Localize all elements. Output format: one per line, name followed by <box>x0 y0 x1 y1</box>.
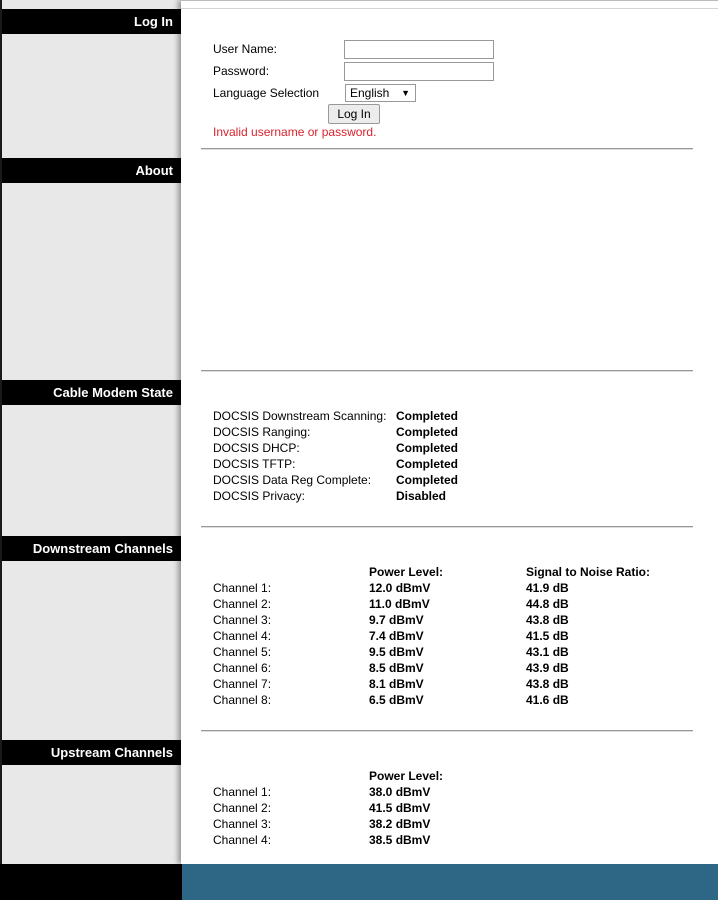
footer-blue-bar <box>182 864 718 900</box>
channel-name: Channel 2: <box>213 597 272 611</box>
divider <box>201 370 693 372</box>
state-label: DOCSIS Data Reg Complete: <box>213 473 372 487</box>
channel-power: 38.0 dBmV <box>369 785 431 799</box>
channel-snr: 41.6 dB <box>526 693 569 707</box>
channel-snr: 43.8 dB <box>526 677 569 691</box>
sidebar-header-cable-modem-state: Cable Modem State <box>2 380 181 405</box>
channel-snr: 43.9 dB <box>526 661 569 675</box>
password-label: Password: <box>213 64 270 78</box>
channel-snr: 41.5 dB <box>526 629 569 643</box>
username-label: User Name: <box>213 42 278 56</box>
state-label: DOCSIS Ranging: <box>213 425 311 439</box>
state-value: Completed <box>396 457 459 471</box>
top-border-inner <box>181 8 718 9</box>
top-border <box>181 0 718 1</box>
username-input[interactable] <box>344 40 494 59</box>
sidebar-header-about: About <box>2 158 181 183</box>
channel-snr: 44.8 dB <box>526 597 569 611</box>
channel-snr: 43.8 dB <box>526 613 569 627</box>
sidebar <box>2 0 181 900</box>
channel-name: Channel 1: <box>213 785 272 799</box>
channel-name: Channel 8: <box>213 693 272 707</box>
login-button[interactable]: Log In <box>328 104 380 124</box>
channel-name: Channel 6: <box>213 661 272 675</box>
state-value: Completed <box>396 441 459 455</box>
downstream-power-header: Power Level: <box>369 565 444 579</box>
channel-name: Channel 4: <box>213 833 272 847</box>
downstream-snr-header: Signal to Noise Ratio: <box>526 565 651 579</box>
channel-name: Channel 7: <box>213 677 272 691</box>
channel-power: 11.0 dBmV <box>369 597 430 611</box>
state-value: Disabled <box>396 489 447 503</box>
channel-power: 41.5 dBmV <box>369 801 431 815</box>
channel-name: Channel 5: <box>213 645 272 659</box>
login-error-message: Invalid username or password. <box>213 125 377 139</box>
channel-snr: 43.1 dB <box>526 645 569 659</box>
chevron-down-icon: ▼ <box>401 88 410 98</box>
channel-power: 12.0 dBmV <box>369 581 431 595</box>
sidebar-header-downstream-channels: Downstream Channels <box>2 536 181 561</box>
main-content <box>181 0 718 864</box>
state-label: DOCSIS TFTP: <box>213 457 296 471</box>
state-value: Completed <box>396 409 459 423</box>
channel-power: 38.5 dBmV <box>369 833 431 847</box>
channel-power: 9.7 dBmV <box>369 613 424 627</box>
channel-power: 38.2 dBmV <box>369 817 431 831</box>
channel-name: Channel 3: <box>213 817 272 831</box>
channel-power: 8.1 dBmV <box>369 677 424 691</box>
sidebar-header-upstream-channels: Upstream Channels <box>2 740 181 765</box>
state-value: Completed <box>396 425 459 439</box>
divider <box>201 526 693 528</box>
channel-power: 7.4 dBmV <box>369 629 424 643</box>
state-label: DOCSIS Downstream Scanning: <box>213 409 387 423</box>
language-label: Language Selection <box>213 86 320 100</box>
channel-snr: 41.9 dB <box>526 581 569 595</box>
language-select[interactable] <box>345 84 416 102</box>
channel-name: Channel 4: <box>213 629 272 643</box>
state-value: Completed <box>396 473 459 487</box>
divider <box>201 730 693 732</box>
sidebar-header-login: Log In <box>2 9 181 34</box>
divider <box>201 148 693 150</box>
channel-power: 8.5 dBmV <box>369 661 424 675</box>
channel-power: 6.5 dBmV <box>369 693 424 707</box>
language-select-value: English <box>350 86 390 100</box>
footer-left-bar <box>0 864 182 900</box>
state-label: DOCSIS DHCP: <box>213 441 300 455</box>
upstream-power-header: Power Level: <box>369 769 444 783</box>
channel-power: 9.5 dBmV <box>369 645 424 659</box>
channel-name: Channel 1: <box>213 581 272 595</box>
channel-name: Channel 3: <box>213 613 272 627</box>
password-input[interactable] <box>344 62 494 81</box>
state-label: DOCSIS Privacy: <box>213 489 306 503</box>
channel-name: Channel 2: <box>213 801 272 815</box>
